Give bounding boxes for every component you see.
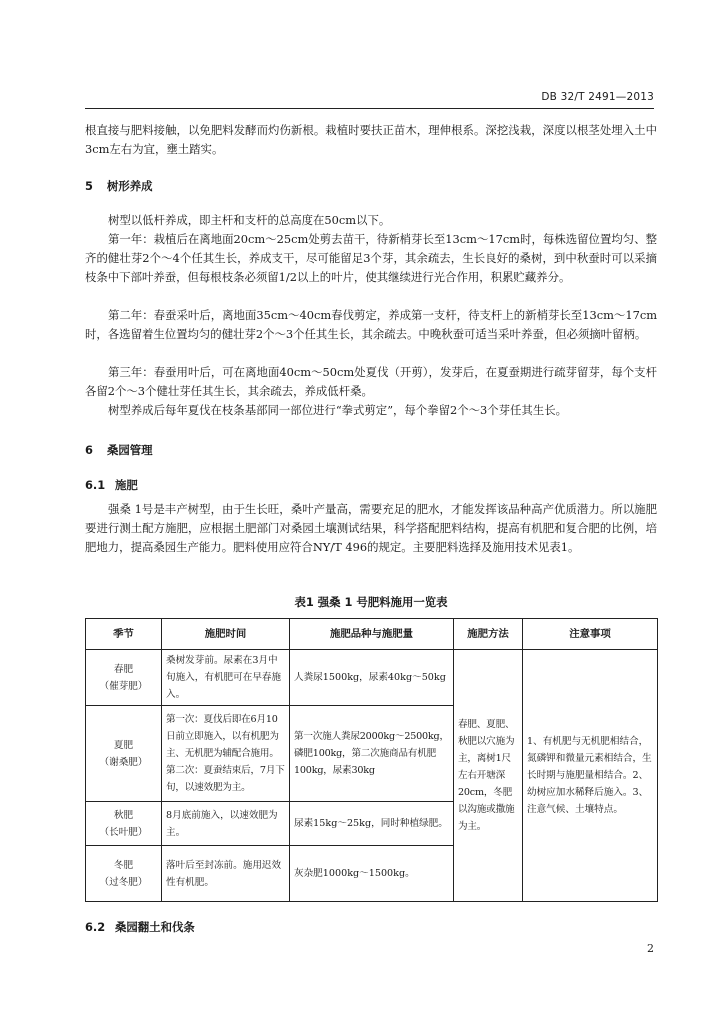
fertilizer-table [85,618,658,902]
season-cell [86,802,162,846]
season-name: 春肥 [113,663,134,675]
section-number: 6.2 [85,920,106,934]
column-header: 施肥品种与施肥量 [290,619,454,650]
table-row [86,650,658,706]
season-alias: （长叶肥） [99,826,148,838]
time-cell: 第一次：夏伐后即在6月10日前立即施入，以有机肥为主、无机肥为辅配合施用。第二次：夏蚕结束后，7月下旬，以速效肥为主。 [162,706,290,802]
section-6-heading [85,442,153,458]
section-6-1-heading [85,477,138,493]
season-cell [86,650,162,706]
column-header: 施肥时间 [162,619,290,650]
fertilizer-cell: 灰杂肥1000kg～1500kg。 [290,846,454,902]
section-title: 施肥 [115,478,138,492]
section-number: 6.1 [85,478,106,492]
section-5-paragraph-4: 第三年：春蚕用叶后，可在离地面40cm～50cm处夏伐（开剪），发芽后，在夏蚕期进行疏芽留芽，每个支杆各留2个～3个健壮芽任其生长，其余疏去，养成低杆桑。 [85,365,657,399]
time-cell: 落叶后至封冻前。施用迟效性有机肥。 [162,846,290,902]
section-5-paragraph-1: 树型以低杆养成，即主杆和支杆的总高度在50cm以下。 [108,213,391,227]
section-number: 6 [85,443,93,457]
section-5-paragraph-5: 树型养成后每年夏伐在枝条基部同一部位进行“拳式剪定”，每个拳留2个～3个芽任其生长。 [108,403,567,417]
table-header-row [86,619,658,650]
season-name: 冬肥 [113,859,134,871]
section-6-2-heading [85,919,195,935]
season-cell [86,706,162,802]
section-number: 5 [85,179,93,193]
season-alias: （催芽肥） [99,680,148,692]
section-6-1-paragraph: 强桑 1号是丰产树型，由于生长旺，桑叶产量高，需要充足的肥水，才能发挥该品种高产优质潜力。所以施肥要进行测土配方施肥，应根据土肥部门对桑园土壤测试结果，科学搭配肥料结构，提高有机肥和复合肥的比例，培肥地力，提高桑园生产能力。肥料使用应符合NY/T 496的规定。主要肥料选择及施用技术见表1。 [85,502,657,555]
section-5-paragraph-3: 第二年：春蚕采叶后，离地面35cm～40cm春伐剪定，养成第一支杆，待支杆上的新梢芽长至13cm～17cm时，各选留着生位置均匀的健壮芽2个～3个任其生长，其余疏去。中晚秋蚕可适当采叶养蚕，但必须摘叶留柄。 [85,308,657,342]
table-caption: 表1 强桑 1 号肥料施用一览表 [294,595,448,609]
section-title: 树形养成 [107,179,153,193]
fertilizer-cell: 第一次施人粪尿2000kg～2500kg，磷肥100kg，第二次施商品有机肥100kg，尿素30kg [290,706,454,802]
method-cell: 春肥、夏肥、秋肥以穴施为主，离树1尺左右开塘深20cm，冬肥以沟施或撒施为主。 [454,650,523,902]
column-header: 施肥方法 [454,619,523,650]
time-cell: 8月底前施入，以速效肥为主。 [162,802,290,846]
season-alias: （谢桑肥） [99,756,148,768]
time-cell: 桑树发芽前。尿素在3月中旬施入，有机肥可在早春施入。 [162,650,290,706]
section-title: 桑园管理 [107,443,153,457]
intro-paragraph: 根直接与肥料接触，以免肥料发酵而灼伤新根。栽植时要扶正苗木，理伸根系。深挖浅栽，深度以根茎处埋入土中3cm左右为宜，壅土踏实。 [85,123,657,157]
notes-cell: 1、有机肥与无机肥相结合，氮磷钾和微量元素相结合，生长时期与施肥量相结合。2、幼树应加水稀释后施入。3、注意气候、土壤特点。 [523,650,658,902]
season-name: 秋肥 [113,809,134,821]
section-5-heading [85,178,153,194]
section-title: 桑园翻土和伐条 [115,920,195,934]
fertilizer-cell: 人粪尿1500kg，尿素40kg～50kg [290,650,454,706]
section-5-paragraph-2: 第一年：栽植后在离地面20cm～25cm处剪去苗干，待新梢芽长至13cm～17cm时，每株选留位置均匀、整齐的健壮芽2个～4个任其生长，养成支干，尽可能留足3个芽，其余疏去，生长良好的桑树，到中秋蚕时可以采摘枝条中下部叶养蚕，但每根枝条必须留1/2以上的叶片，使其继续进行光合作用，积累贮藏养分。 [85,232,657,285]
fertilizer-cell: 尿素15kg～25kg，同时种植绿肥。 [290,802,454,846]
header-rule [85,108,654,109]
page-number: 2 [647,942,654,955]
standard-code: DB 32/T 2491—2013 [541,91,654,103]
season-alias: （过冬肥） [99,876,148,888]
column-header: 注意事项 [523,619,658,650]
season-name: 夏肥 [113,739,134,751]
season-cell [86,846,162,902]
column-header: 季节 [86,619,162,650]
